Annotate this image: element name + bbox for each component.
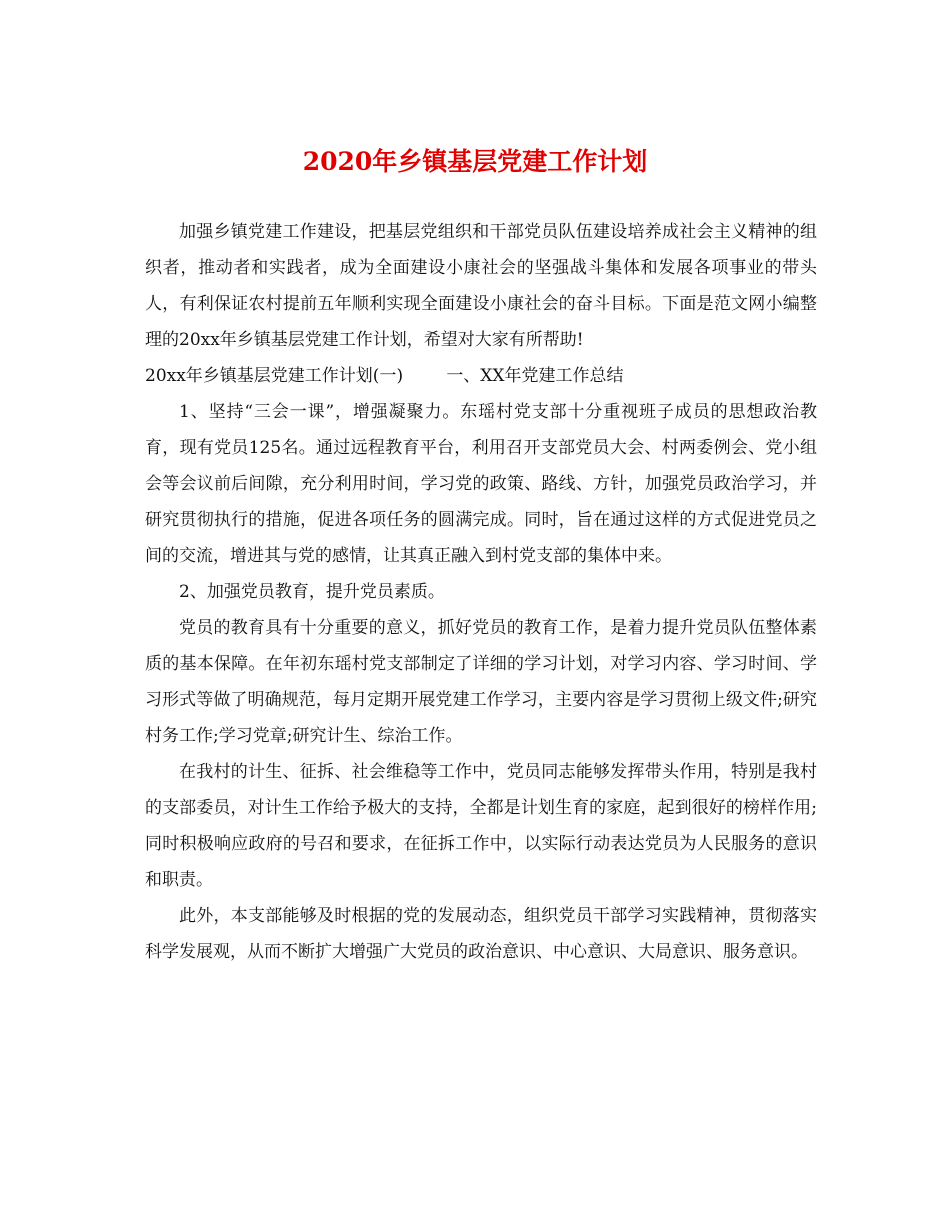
document-title: 2020年乡镇基层党建工作计划 xyxy=(302,147,648,176)
paragraph-5: 此外，本支部能够及时根据的党的发展动态，组织党员干部学习实践精神，贯彻落实科学发展观，从而不断扩大增强广大党员的政治意识、中心意识、大局意识、服务意识。 xyxy=(145,906,817,962)
plan-heading: 20xx年乡镇基层党建工作计划(一) xyxy=(145,366,404,386)
plan-heading-line xyxy=(145,358,817,394)
paragraph-4: 在我村的计生、征拆、社会维稳等工作中，党员同志能够发挥带头作用，特别是我村的支部委员，对计生工作给予极大的支持，全都是计划生育的家庭，起到很好的榜样作用;同时积极响应政府的号召和要求，在征拆工作中，以实际行动表达党员为人民服务的意识和职责。 xyxy=(145,762,817,890)
paragraph-1: 1、坚持“三会一课”，增强凝聚力。东瑶村党支部十分重视班子成员的思想政治教育，现有党员125名。通过远程教育平台，利用召开支部党员大会、村两委例会、党小组会等会议前后间隙，充分利用时间，学习党的政策、路线、方针，加强党员政治学习，并研究贯彻执行的措施，促进各项任务的圆满完成。同时，旨在通过这样的方式促进党员之间的交流，增进其与党的感情，让其真正融入到村党支部的集体中来。 xyxy=(145,402,817,566)
paragraph-3: 党员的教育具有十分重要的意义，抓好党员的教育工作，是着力提升党员队伍整体素质的基本保障。在年初东瑶村党支部制定了详细的学习计划，对学习内容、学习时间、学习形式等做了明确规范，每月定期开展党建工作学习，主要内容是学习贯彻上级文件;研究村务工作;学习党章;研究计生、综治工作。 xyxy=(145,618,817,746)
intro-paragraph: 加强乡镇党建工作建设，把基层党组织和干部党员队伍建设培养成社会主义精神的组织者，推动者和实践者，成为全面建设小康社会的坚强战斗集体和发展各项事业的带头人，有利保证农村提前五年顺利实现全面建设小康社会的奋斗目标。下面是范文网小编整理的20xx年乡镇基层党建工作计划，希望对大家有所帮助! xyxy=(145,222,817,350)
document-body xyxy=(145,214,817,970)
paragraph-2: 2、加强党员教育，提升党员素质。 xyxy=(179,582,445,602)
section-heading: 一、XX年党建工作总结 xyxy=(446,366,624,386)
